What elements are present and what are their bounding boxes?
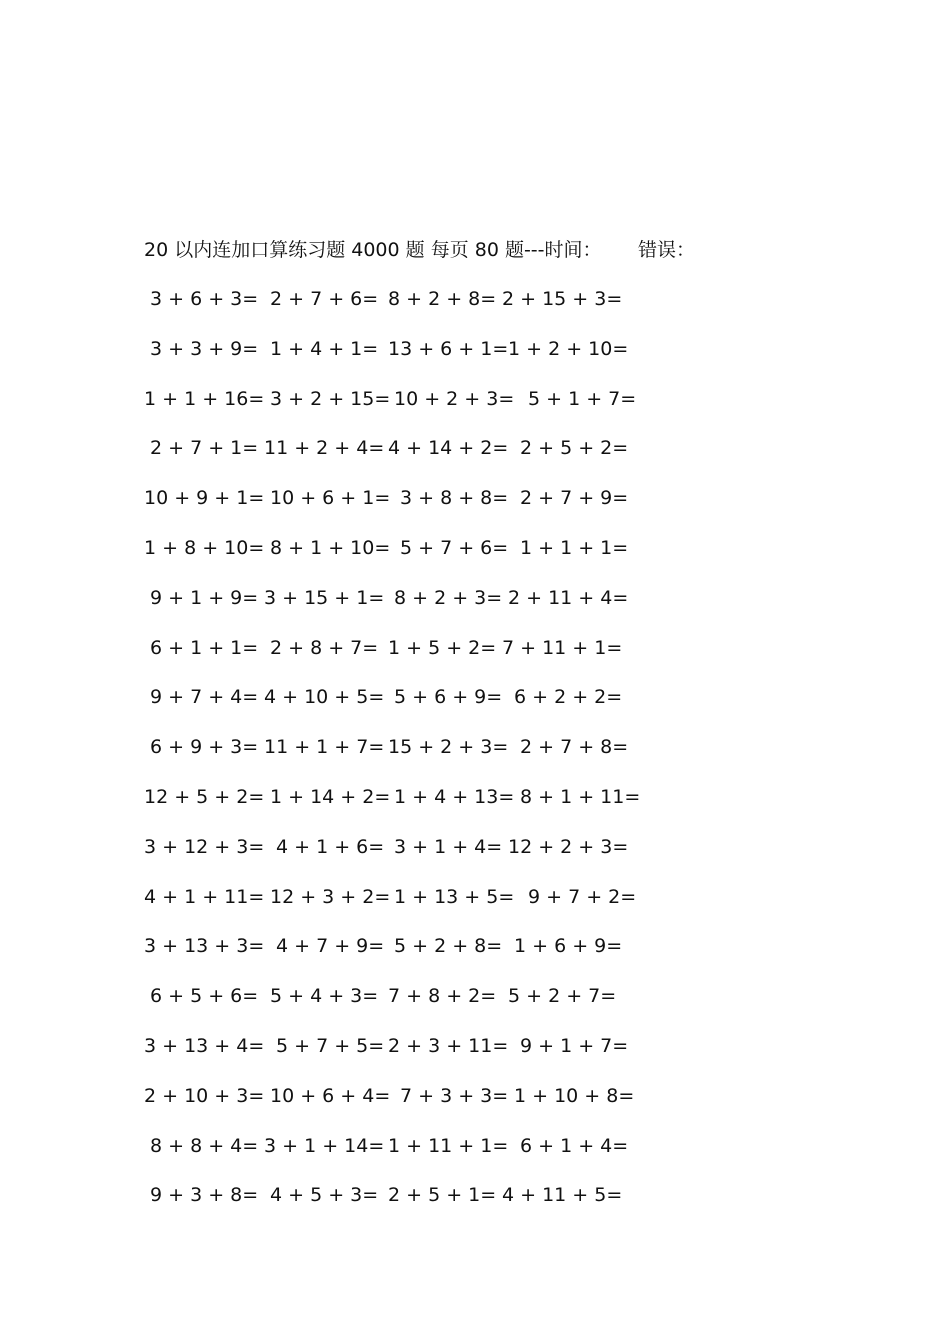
problem-item: 13 + 6 + 1= — [388, 337, 509, 360]
problem-item: 10 + 2 + 3= — [394, 387, 515, 410]
problem-item: 9 + 7 + 2= — [528, 885, 637, 908]
problem-item: 2 + 11 + 4= — [508, 586, 629, 609]
problem-item: 1 + 4 + 13= — [394, 785, 515, 808]
problem-item: 4 + 7 + 9= — [276, 935, 385, 958]
problem-item: 2 + 5 + 1= — [388, 1184, 497, 1207]
problem-item: 10 + 6 + 1= — [270, 487, 391, 510]
problem-item: 3 + 15 + 1= — [264, 586, 385, 609]
problem-item: 6 + 5 + 6= — [150, 985, 259, 1008]
problem-item: 1 + 4 + 1= — [270, 337, 379, 360]
worksheet-header — [144, 236, 696, 264]
problem-item: 5 + 7 + 5= — [276, 1034, 385, 1057]
problem-item: 11 + 1 + 7= — [264, 736, 385, 759]
problem-item: 2 + 8 + 7= — [270, 636, 379, 659]
problem-item: 2 + 7 + 1= — [150, 437, 259, 460]
problem-item: 12 + 2 + 3= — [508, 835, 629, 858]
problem-item: 2 + 7 + 6= — [270, 288, 379, 310]
problem-item: 6 + 1 + 4= — [520, 1134, 629, 1157]
problem-item: 7 + 11 + 1= — [502, 636, 623, 659]
problem-item: 3 + 1 + 14= — [264, 1134, 385, 1157]
problem-item: 9 + 7 + 4= — [150, 686, 259, 709]
problem-item: 10 + 6 + 4= — [270, 1084, 391, 1107]
problem-item: 3 + 2 + 15= — [270, 387, 391, 410]
problem-item: 5 + 1 + 7= — [528, 387, 637, 410]
problem-item: 3 + 3 + 9= — [150, 337, 259, 360]
problem-item: 1 + 6 + 9= — [514, 935, 623, 958]
problem-item: 7 + 8 + 2= — [388, 985, 497, 1008]
problem-item: 2 + 7 + 9= — [520, 487, 629, 510]
problem-item: 1 + 8 + 10= — [144, 536, 265, 559]
errors-label: 错误： — [638, 239, 696, 261]
problem-item: 2 + 7 + 8= — [520, 736, 629, 759]
worksheet-title: 20 以内连加口算练习题 4000 题 每页 80 题---时间： — [144, 239, 602, 261]
problem-item: 15 + 2 + 3= — [388, 736, 509, 759]
problem-item: 1 + 11 + 1= — [388, 1134, 509, 1157]
problem-item: 7 + 3 + 3= — [400, 1084, 509, 1107]
problem-item: 4 + 10 + 5= — [264, 686, 385, 709]
problem-item: 1 + 14 + 2= — [270, 785, 391, 808]
problem-item: 3 + 6 + 3= — [150, 288, 259, 310]
problem-item: 2 + 3 + 11= — [388, 1034, 509, 1057]
problem-item: 2 + 10 + 3= — [144, 1084, 265, 1107]
problem-item: 9 + 1 + 7= — [520, 1034, 629, 1057]
problem-item: 4 + 1 + 6= — [276, 835, 385, 858]
problem-item: 1 + 13 + 5= — [394, 885, 515, 908]
problem-item: 8 + 8 + 4= — [150, 1134, 259, 1157]
problem-item: 6 + 2 + 2= — [514, 686, 623, 709]
problem-item: 6 + 9 + 3= — [150, 736, 259, 759]
problem-item: 9 + 3 + 8= — [150, 1184, 259, 1207]
problem-item: 4 + 1 + 11= — [144, 885, 265, 908]
problem-item: 4 + 5 + 3= — [270, 1184, 379, 1207]
problem-item: 5 + 4 + 3= — [270, 985, 379, 1008]
problem-item: 8 + 1 + 10= — [270, 536, 391, 559]
problem-item: 3 + 8 + 8= — [400, 487, 509, 510]
problem-item: 4 + 14 + 2= — [388, 437, 509, 460]
problem-item: 8 + 2 + 3= — [394, 586, 503, 609]
problem-item: 12 + 5 + 2= — [144, 785, 265, 808]
problem-item: 4 + 11 + 5= — [502, 1184, 623, 1207]
problem-item: 10 + 9 + 1= — [144, 487, 265, 510]
problem-item: 1 + 1 + 1= — [520, 536, 629, 559]
problem-item: 6 + 1 + 1= — [150, 636, 259, 659]
problem-item: 1 + 1 + 16= — [144, 387, 265, 410]
problem-item: 11 + 2 + 4= — [264, 437, 385, 460]
problem-item: 8 + 2 + 8= — [388, 288, 497, 310]
problem-item: 3 + 1 + 4= — [394, 835, 503, 858]
problem-item: 5 + 2 + 7= — [508, 985, 617, 1008]
problem-item: 2 + 5 + 2= — [520, 437, 629, 460]
problem-item: 3 + 13 + 4= — [144, 1034, 265, 1057]
problem-item: 5 + 2 + 8= — [394, 935, 503, 958]
problem-item: 1 + 2 + 10= — [508, 337, 629, 360]
problem-item: 3 + 13 + 3= — [144, 935, 265, 958]
problem-item: 8 + 1 + 11= — [520, 785, 641, 808]
problem-item: 9 + 1 + 9= — [150, 586, 259, 609]
problem-item: 12 + 3 + 2= — [270, 885, 391, 908]
problem-item: 3 + 12 + 3= — [144, 835, 265, 858]
problem-item: 5 + 7 + 6= — [400, 536, 509, 559]
problem-item: 5 + 6 + 9= — [394, 686, 503, 709]
problem-item: 1 + 5 + 2= — [388, 636, 497, 659]
problem-item: 2 + 15 + 3= — [502, 288, 623, 310]
problem-item: 1 + 10 + 8= — [514, 1084, 635, 1107]
